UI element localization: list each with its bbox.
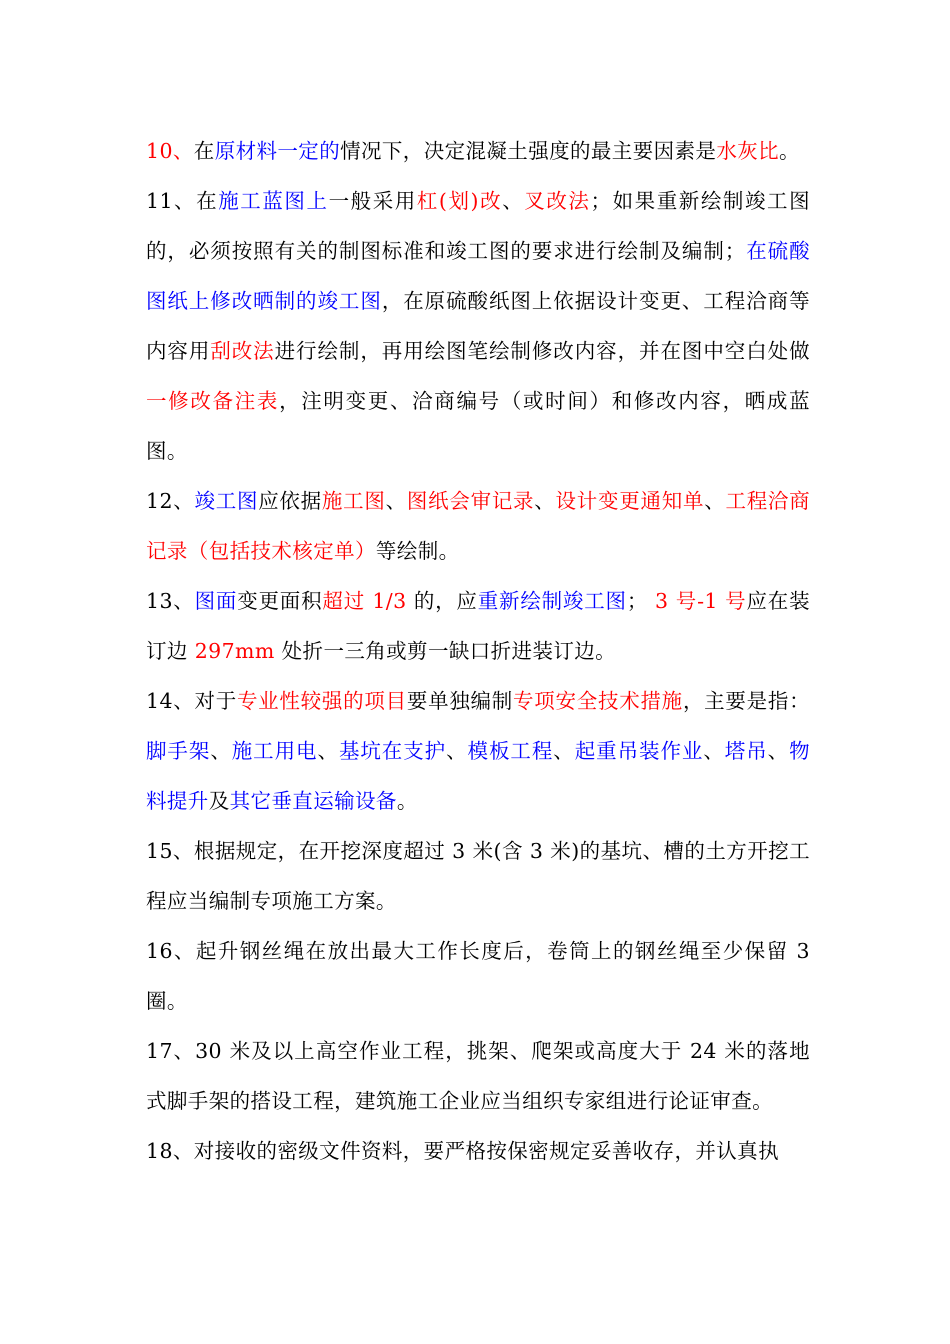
black-text-segment: 14、对于 [146, 689, 237, 713]
black-text-segment: 。 [396, 789, 418, 813]
black-text-segment: 的，应 [406, 589, 478, 613]
paragraph-item-15 [146, 826, 810, 926]
black-text-segment: 及 [208, 789, 230, 813]
paragraph-item-16 [146, 926, 817, 1026]
black-text-segment: 应依据 [258, 489, 322, 513]
blue-text-segment: 脚手架 [146, 739, 211, 763]
black-text-segment: 一般采用 [328, 189, 417, 213]
black-text-segment: 情况下，决定混凝土强度的最主要因素是 [340, 139, 717, 163]
blue-text-segment: 施工用电 [231, 739, 318, 763]
blue-text-segment: 物料提升 [146, 739, 810, 813]
red-text-segment: 叉改法 [524, 189, 591, 213]
paragraph-item-10 [146, 126, 810, 176]
blue-text-segment: 塔吊 [724, 739, 768, 763]
black-text-segment: 。 [779, 139, 800, 163]
black-text-segment: 、 [210, 739, 232, 763]
paragraph-item-18 [146, 1126, 810, 1176]
black-text-segment: ，注明变更、洽商编号（或时间）和修改内容，晒成蓝图。 [146, 389, 810, 463]
red-text-segment: 刮改法 [210, 339, 275, 363]
black-text-segment: ；如果重新绘制竣工图的，必须按照有关的制图标准和竣工图的要求进行绘制及编制； [146, 189, 811, 263]
blue-text-segment: 图面 [194, 589, 238, 613]
red-text-segment: 施工图 [321, 489, 386, 513]
blue-text-segment: 起重吊装作业 [574, 739, 704, 763]
black-text-segment: 在 [193, 139, 215, 163]
red-text-segment: 专业性较强的项目 [236, 689, 407, 713]
black-text-segment: ； [626, 589, 656, 613]
paragraph-item-14 [146, 676, 810, 826]
black-text-segment: ，主要是指： [682, 689, 811, 713]
black-text-segment: 11、在 [146, 189, 219, 213]
black-text-segment: 18、对接收的密级文件资料，要严格按保密规定妥善收存，并认真执 [146, 1139, 779, 1163]
red-text-segment: 10、 [146, 139, 194, 163]
black-text-segment: 15、根据规定，在开挖深度超过 3 米(含 3 米)的基坑、槽的土方开挖工程应当编制专项施工方案。 [146, 839, 810, 913]
black-text-segment: 13、 [146, 589, 195, 613]
blue-text-segment: 其它垂直运输设备 [229, 789, 397, 813]
blue-text-segment: 模板工程 [467, 739, 554, 763]
document-body [146, 126, 817, 1176]
black-text-segment: 处折一三角或剪一缺口折进装订边。 [274, 639, 617, 663]
paragraph-item-11 [146, 176, 810, 476]
red-text-segment: 超过 1/3 [322, 589, 407, 613]
red-text-segment: 设计变更通知单 [555, 489, 705, 513]
black-text-segment: 、 [446, 739, 468, 763]
black-text-segment: 、 [534, 489, 556, 513]
black-text-segment: 等绘制。 [375, 539, 460, 563]
black-text-segment: 要单独编制 [406, 689, 514, 713]
black-text-segment: 、 [317, 739, 339, 763]
red-text-segment: 一修改备注表 [146, 389, 280, 413]
black-text-segment: 、 [767, 739, 790, 763]
black-text-segment: 变更面积 [237, 589, 323, 613]
red-text-segment: 工程洽商记录（包括技术核定单） [146, 489, 811, 563]
paragraph-item-13 [146, 576, 810, 676]
black-text-segment: 17、30 米及以上高空作业工程，挑架、爬架或高度大于 24 米的落地式脚手架的搭设工程，建筑施工企业应当组织专家组进行论证审查。 [146, 1039, 810, 1113]
black-text-segment: 应在装订边 [146, 589, 810, 663]
red-text-segment: 水灰比 [716, 139, 780, 163]
black-text-segment: ，在原硫酸纸图上依据设计变更、工程洽商等内容用 [146, 289, 811, 363]
blue-text-segment: 基坑在支护 [338, 739, 447, 763]
blue-text-segment: 原材料一定的 [214, 139, 341, 163]
red-text-segment: 3 号-1 号 [655, 589, 747, 613]
black-text-segment: 、 [553, 739, 575, 763]
red-text-segment: 297mm [194, 639, 275, 663]
blue-text-segment: 重新绘制竣工图 [477, 589, 627, 613]
black-text-segment: 、 [703, 739, 725, 763]
paragraph-item-17 [146, 1026, 810, 1126]
red-text-segment: 专项安全技术措施 [513, 689, 683, 713]
blue-text-segment: 竣工图 [194, 489, 259, 513]
black-text-segment: 、 [502, 189, 525, 213]
black-text-segment: 12、 [146, 489, 195, 513]
black-text-segment: 、 [385, 489, 407, 513]
blue-text-segment: 施工蓝图上 [218, 189, 329, 213]
black-text-segment: 进行绘制，再用绘图笔绘制修改内容，并在图中空白处做 [274, 339, 810, 363]
black-text-segment: 、 [704, 489, 726, 513]
black-text-segment: 16、起升钢丝绳在放出最大工作长度后，卷筒上的钢丝绳至少保留 3 圈。 [146, 939, 817, 1013]
blue-text-segment: 在硫酸图纸上修改晒制的竣工图 [146, 239, 810, 313]
red-text-segment: 图纸会审记录 [406, 489, 535, 513]
red-text-segment: 杠(划)改 [416, 189, 503, 213]
paragraph-item-12 [146, 476, 810, 576]
